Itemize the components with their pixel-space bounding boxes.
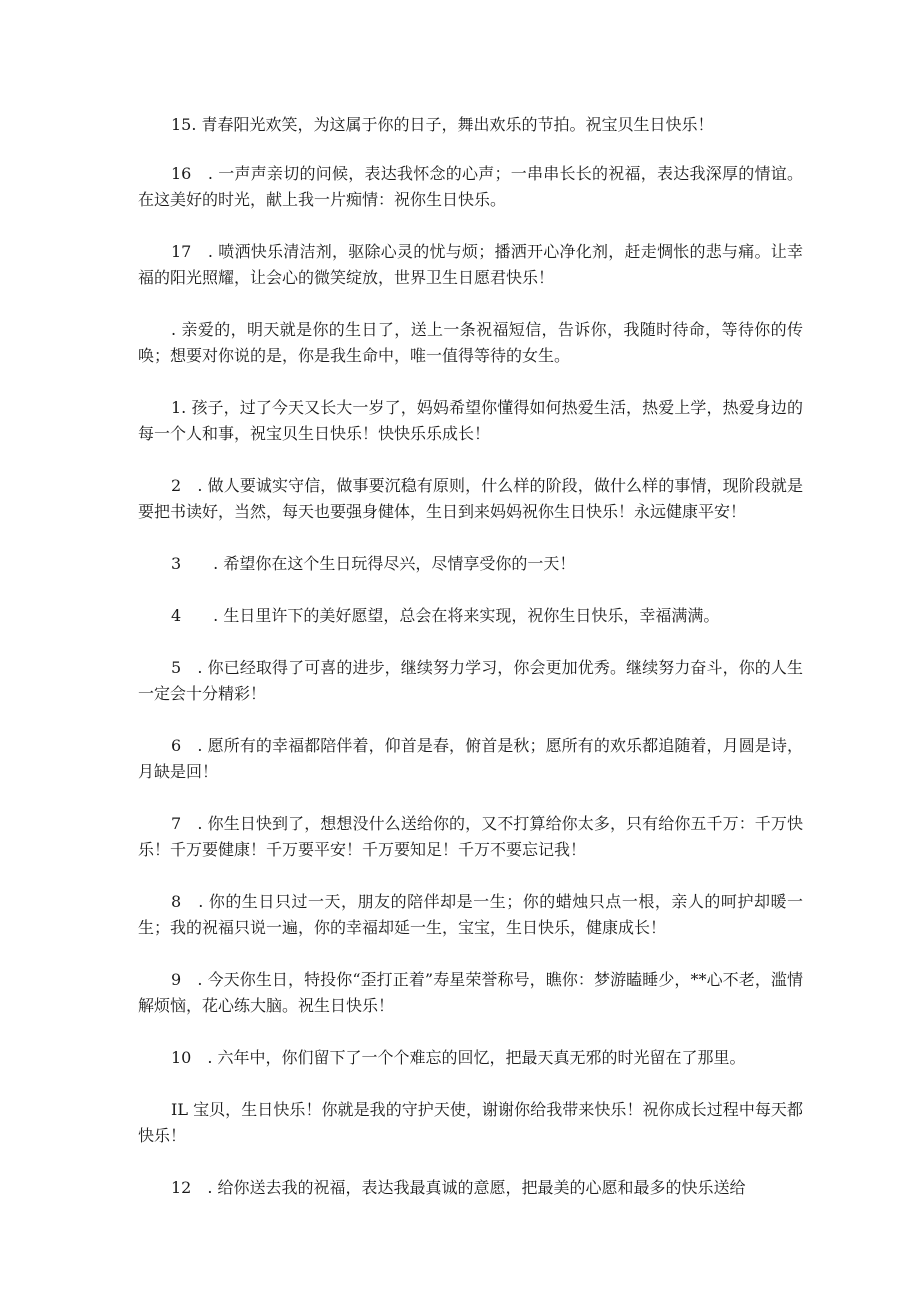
paragraph-12: 12 . 给你送去我的祝福，表达我最真诚的意愿，把最美的心愿和最多的快乐送给: [171, 1178, 746, 1197]
paragraph-6: 6 . 愿所有的幸福都陪伴着，仰首是春，俯首是秋；愿所有的欢乐都追随着，月圆是诗，月缺是回！: [138, 736, 803, 781]
paragraph-1: 1. 孩子，过了今天又长大一岁了，妈妈希望你懂得如何热爱生活，热爱上学，热爱身边的每一个人和事，祝宝贝生日快乐！快快乐乐成长！: [138, 398, 803, 443]
paragraph-9: 9 . 今天你生日，特投你“歪打正着”寿星荣誉称号，瞧你：梦游瞌睡少，**心不老，滥情解烦恼，花心练大脑。祝生日快乐！: [138, 970, 803, 1015]
paragraph-3: 3 . 希望你在这个生日玩得尽兴，尽情享受你的一天！: [171, 554, 576, 573]
paragraph-11: IL 宝贝，生日快乐！你就是我的守护天使，谢谢你给我带来快乐！祝你成长过程中每天都快乐！: [138, 1100, 803, 1145]
paragraph-8: 8 . 你的生日只过一天，朋友的陪伴却是一生；你的蜡烛只点一根，亲人的呵护却暖一生；我的祝福只说一遍，你的幸福却延一生，宝宝，生日快乐，健康成长！: [138, 892, 803, 937]
paragraph-5: 5 . 你已经取得了可喜的进步，继续努力学习，你会更加优秀。继续努力奋斗，你的人生一定会十分精彩！: [138, 658, 803, 703]
paragraph-2: 2 . 做人要诚实守信，做事要沉稳有原则，什么样的阶段，做什么样的事情，现阶段就是要把书读好，当然，每天也要强身健体，生日到来妈妈祝你生日快乐！永远健康平安！: [138, 476, 803, 521]
paragraph-7: 7 . 你生日快到了，想想没什么送给你的，又不打算给你太多，只有给你五千万：千万快乐！千万要健康！千万要平安！千万要知足！千万不要忘记我！: [138, 814, 803, 859]
paragraph-15: 15. 青春阳光欢笑，为这属于你的日子，舞出欢乐的节拍。祝宝贝生日快乐！: [171, 115, 714, 134]
paragraph-16: 16 . 一声声亲切的问候，表达我怀念的心声；一串串长长的祝福，表达我深厚的情谊。在这美好的时光，献上我一片痴情：祝你生日快乐。: [138, 164, 803, 209]
paragraph-10: 10 . 六年中，你们留下了一个个难忘的回忆，把最天真无邪的时光留在了那里。: [171, 1048, 746, 1067]
document-body: [138, 112, 803, 1227]
paragraph-unnumbered: . 亲爱的，明天就是你的生日了，送上一条祝福短信，告诉你，我随时待命，等待你的传唤；想要对你说的是，你是我生命中，唯一值得等待的女生。: [138, 320, 803, 365]
paragraph-17: 17 . 喷洒快乐清洁剂，驱除心灵的忧与烦；播洒开心净化剂，赶走惆怅的悲与痛。让幸福的阳光照耀，让会心的微笑绽放，世界卫生日愿君快乐！: [138, 242, 803, 287]
paragraph-4: 4 . 生日里许下的美好愿望，总会在将来实现，祝你生日快乐，幸福满满。: [171, 606, 720, 625]
